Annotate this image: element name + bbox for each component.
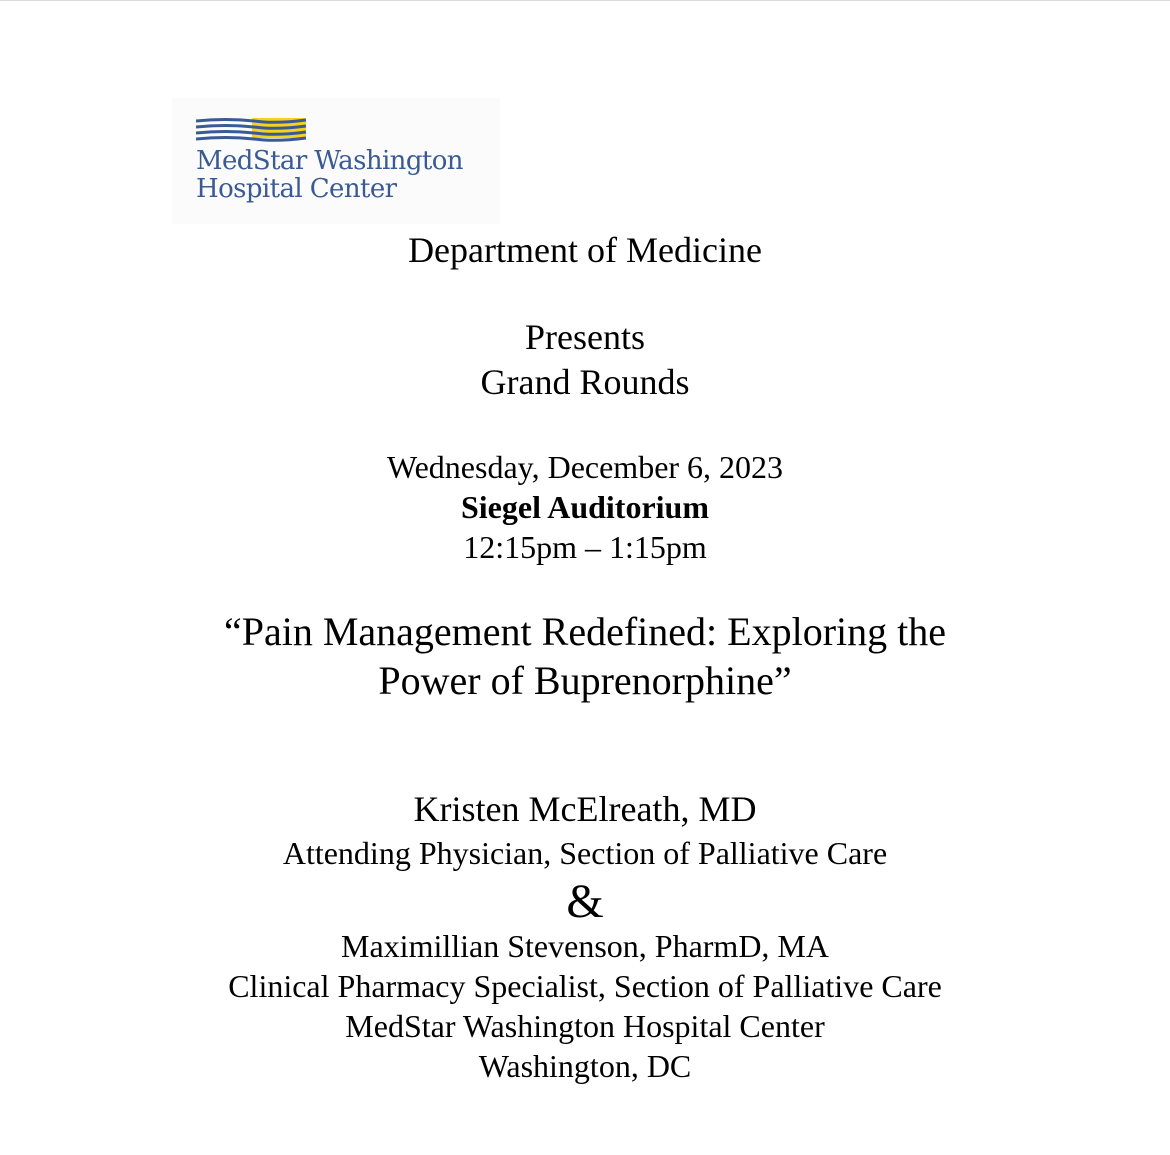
speaker1-role: Attending Physician, Section of Palliative Care: [282, 835, 888, 871]
talk-title-line1: “Pain Management Redefined: Exploring the: [223, 609, 946, 654]
speaker2-role: Clinical Pharmacy Specialist, Section of Palliative Care: [228, 968, 942, 1004]
ampersand: &: [566, 875, 604, 928]
logo-text-line1: MedStar Washington: [196, 146, 463, 176]
talk-title-line2: Power of Buprenorphine”: [378, 658, 792, 703]
event-time: 12:15pm – 1:15pm: [463, 529, 707, 565]
presents-label: Presents: [525, 317, 645, 357]
speaker2-name: Maximillian Stevenson, PharmD, MA: [341, 928, 829, 964]
speaker1-name: Kristen McElreath, MD: [413, 789, 757, 829]
event-location: Siegel Auditorium: [460, 489, 709, 525]
logo-text-line2: Hospital Center: [196, 174, 397, 204]
event-date: Wednesday, December 6, 2023: [386, 449, 784, 485]
city: Washington, DC: [478, 1048, 692, 1084]
top-border: [0, 0, 1170, 1]
event-title: Grand Rounds: [480, 362, 690, 402]
department-heading: Department of Medicine: [408, 230, 762, 270]
institution: MedStar Washington Hospital Center: [345, 1008, 825, 1044]
medstar-logo: [172, 98, 500, 224]
medstar-wave-icon: [196, 118, 308, 144]
